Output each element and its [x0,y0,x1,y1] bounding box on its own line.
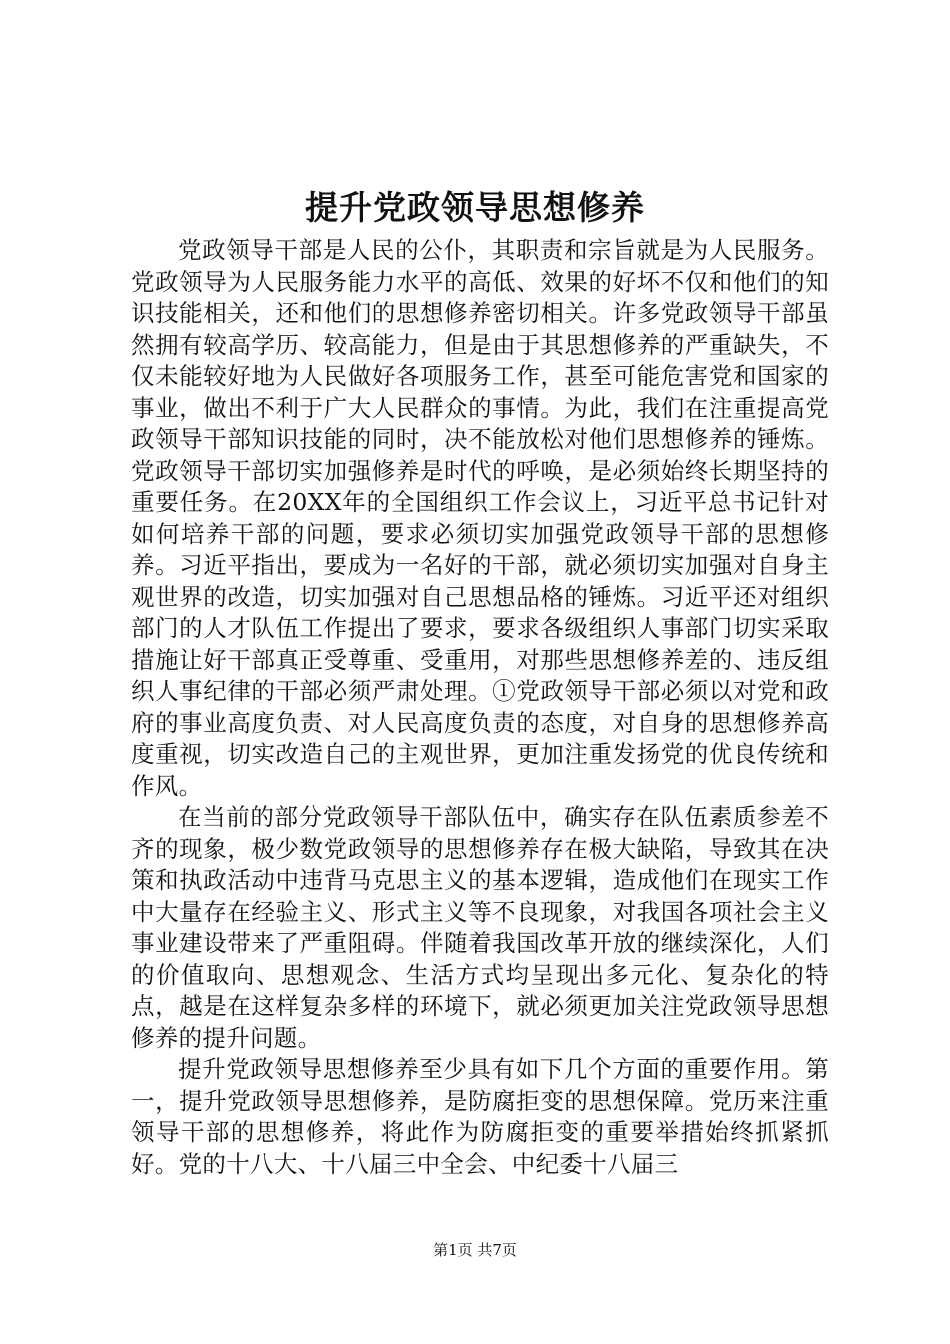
paragraph-3: 提升党政领导思想修养至少具有如下几个方面的重要作用。第一，提升党政领导思想修养，是防腐拒变的思想保障。党历来注重领导干部的思想修养，将此作为防腐拒变的重要举措始终抓紧抓好。党的十八大、十八届三中全会、中纪委十八届三 [131,1055,829,1178]
document-body [131,235,829,1180]
document-title: 提升党政领导思想修养 [305,188,645,227]
paragraph-2: 在当前的部分党政领导干部队伍中，确实存在队伍素质参差不齐的现象，极少数党政领导的思想修养存在极大缺陷，导致其在决策和执政活动中违背马克思主义的基本逻辑，造成他们在现实工作中大量存在经验主义、形式主义等不良现象，对我国各项社会主义事业建设带来了严重阻碍。伴随着我国改革开放的继续深化，人们的价值取向、思想观念、生活方式均呈现出多元化、复杂化的特点，越是在这样复杂多样的环境下，就必须更加关注党政领导思想修养的提升问题。 [131,803,829,1052]
page-number-footer: 第1页 共7页 [433,1241,517,1259]
paragraph-1: 党政领导干部是人民的公仆，其职责和宗旨就是为人民服务。党政领导为人民服务能力水平的高低、效果的好坏不仅和他们的知识技能相关，还和他们的思想修养密切相关。许多党政领导干部虽然拥有较高学历、较高能力，但是由于其思想修养的严重缺失，不仅未能较好地为人民做好各项服务工作，甚至可能危害党和国家的事业，做出不利于广大人民群众的事情。为此，我们在注重提高党政领导干部知识技能的同时，决不能放松对他们思想修养的锤炼。党政领导干部切实加强修养是时代的呼唤，是必须始终长期坚持的重要任务。在20XX年的全国组织工作会议上，习近平总书记针对如何培养干部的问题，要求必须切实加强党政领导干部的思想修养。习近平指出，要成为一名好的干部，就必须切实加强对自身主观世界的改造，切实加强对自己思想品格的锤炼。习近平还对组织部门的人才队伍工作提出了要求，要求各级组织人事部门切实采取措施让好干部真正受尊重、受重用，对那些思想修养差的、违反组织人事纪律的干部必须严肃处理。①党政领导干部必须以对党和政府的事业高度负责、对人民高度负责的态度，对自身的思想修养高度重视，切实改造自己的主观世界，更加注重发扬党的优良传统和作风。 [131,236,829,800]
